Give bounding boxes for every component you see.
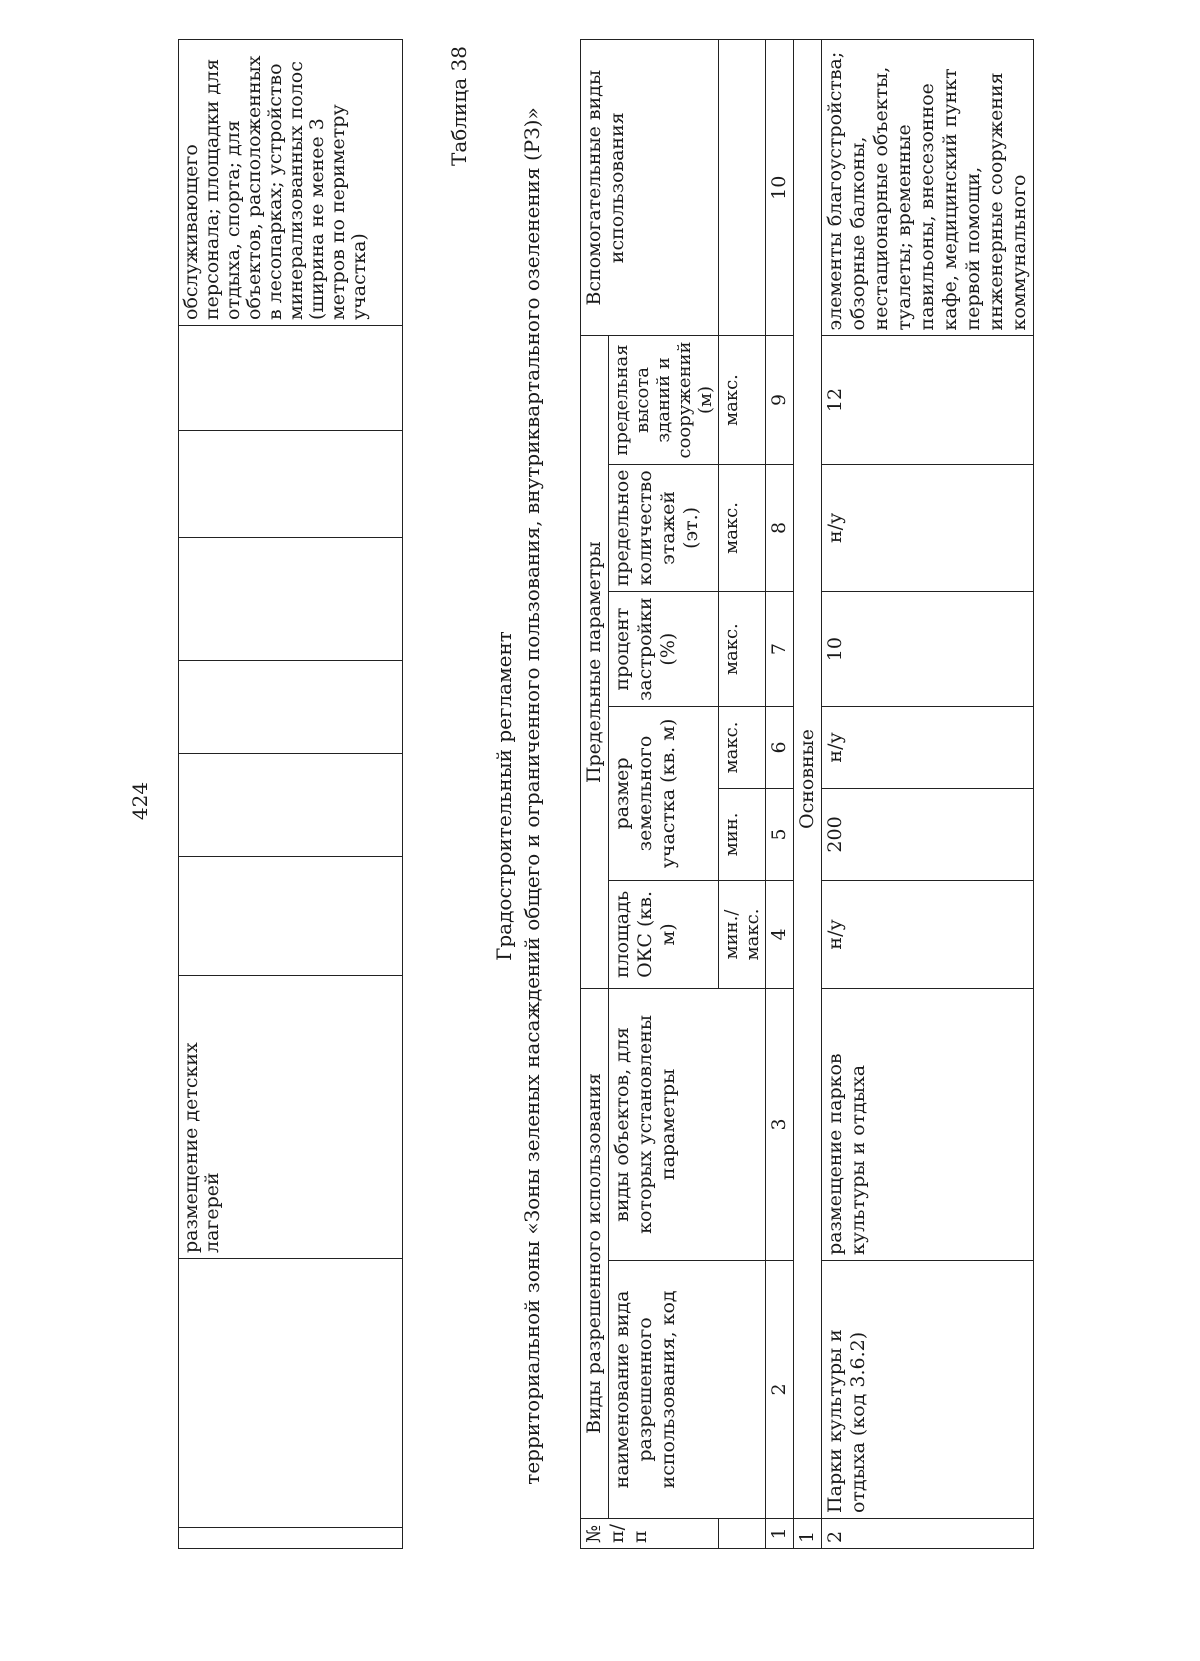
header-percent <box>609 592 719 707</box>
cont-cell-7 <box>179 538 403 661</box>
row-objects: размещение парков культуры и отдыха <box>822 988 1034 1260</box>
header-aux <box>581 40 719 336</box>
cont-text-objects: размещение детских лагерей <box>180 1042 223 1253</box>
row-name: Парки культуры и отдыха (код 3.6.2) <box>822 1260 1034 1518</box>
header-height-text: предельная высота зданий и сооружений (м) <box>611 341 716 459</box>
colnum-9: 9 <box>766 336 794 464</box>
continuation-table <box>178 39 403 1549</box>
header-aux-spacer <box>719 40 766 336</box>
row-percent: 10 <box>822 592 1034 707</box>
header-group-vri <box>581 988 609 1518</box>
table-label: Таблица 38 <box>447 46 471 166</box>
colnum-3: 3 <box>766 988 794 1260</box>
cont-cell-8 <box>179 431 403 538</box>
colnum-10: 10 <box>766 40 794 336</box>
sub-height-max: макс. <box>719 336 766 464</box>
colnum-4: 4 <box>766 880 794 988</box>
sub-percent-max: макс. <box>719 592 766 707</box>
colnum-2: 2 <box>766 1260 794 1518</box>
header-percent-text: процент застройки (%) <box>611 597 679 701</box>
header-no <box>581 1518 719 1548</box>
cont-cell-3 <box>179 976 403 1259</box>
row-land-max: н/у <box>822 706 1034 788</box>
header-name-text: наименование вида разрешенного использования, код <box>611 1290 679 1489</box>
cont-cell-4 <box>179 857 403 976</box>
colnum-6: 6 <box>766 706 794 788</box>
header-oks <box>609 880 719 988</box>
header-group-params <box>581 336 609 988</box>
header-height <box>609 336 719 464</box>
header-floors-text: предельное количество этажей (эт.) <box>611 469 702 587</box>
header-objects <box>609 988 766 1260</box>
table-row <box>822 40 1034 1549</box>
cont-cell-5 <box>179 754 403 857</box>
colnum-1: 1 <box>766 1518 794 1548</box>
header-land-text: размер земельного участка (кв. м) <box>611 718 679 869</box>
title-line-1: Градостроительный регламент <box>492 631 516 961</box>
header-oks-text: площадь ОКС (кв. м) <box>611 890 679 979</box>
column-numbers-row <box>766 40 794 1549</box>
row-floors: н/у <box>822 464 1034 592</box>
header-name <box>609 1260 766 1518</box>
cont-cell-10 <box>179 40 403 326</box>
header-land <box>609 706 719 880</box>
header-no-spacer <box>719 1518 766 1548</box>
row-no: 2 <box>822 1518 1034 1548</box>
section-label: Основные <box>794 40 822 1519</box>
header-floors <box>609 464 719 592</box>
cont-cell-1 <box>179 1528 403 1549</box>
colnum-5: 5 <box>766 788 794 880</box>
header-objects-text: виды объектов, для которых установлены параметры <box>611 1015 679 1234</box>
section-no: 1 <box>794 1518 822 1548</box>
regulation-table <box>580 39 1034 1549</box>
title-line-2: территориальной зоны «Зоны зеленых насаждений общего и ограниченного пользования, внутриквартального озеленения (РЗ)» <box>520 107 544 1485</box>
row-land-min: 200 <box>822 788 1034 880</box>
sub-land-max: макс. <box>719 706 766 788</box>
header-no-text: № п/п <box>583 1523 651 1543</box>
cont-text-aux: обслуживающего персонала; площадки для отдыха, спорта; для объектов, расположенных в лесопарках; устройство минерализованных полос (ширина не менее 3 метров по периметру участка) <box>180 55 370 320</box>
row-aux: элементы благоустройства; обзорные балконы, нестационарные объекты, туалеты; временные павильоны, внесезонное кафе, медицинский пункт первой помощи, инженерные сооружения коммунального <box>822 40 1034 336</box>
sub-land-min: мин. <box>719 788 766 880</box>
header-group-vri-text: Виды разрешенного использования <box>583 1073 605 1434</box>
page-number: 424 <box>128 781 152 821</box>
row-height: 12 <box>822 336 1034 464</box>
colnum-7: 7 <box>766 592 794 707</box>
row-oks: н/у <box>822 880 1034 988</box>
colnum-8: 8 <box>766 464 794 592</box>
section-row <box>794 40 822 1549</box>
sub-oks: мин./макс. <box>719 880 766 988</box>
cont-cell-9 <box>179 326 403 431</box>
sub-floors-max: макс. <box>719 464 766 592</box>
cont-cell-6 <box>179 661 403 754</box>
header-aux-text: Вспомогательные виды использования <box>583 69 628 306</box>
header-group-params-text: Предельные параметры <box>583 541 605 784</box>
cont-cell-2 <box>179 1259 403 1528</box>
